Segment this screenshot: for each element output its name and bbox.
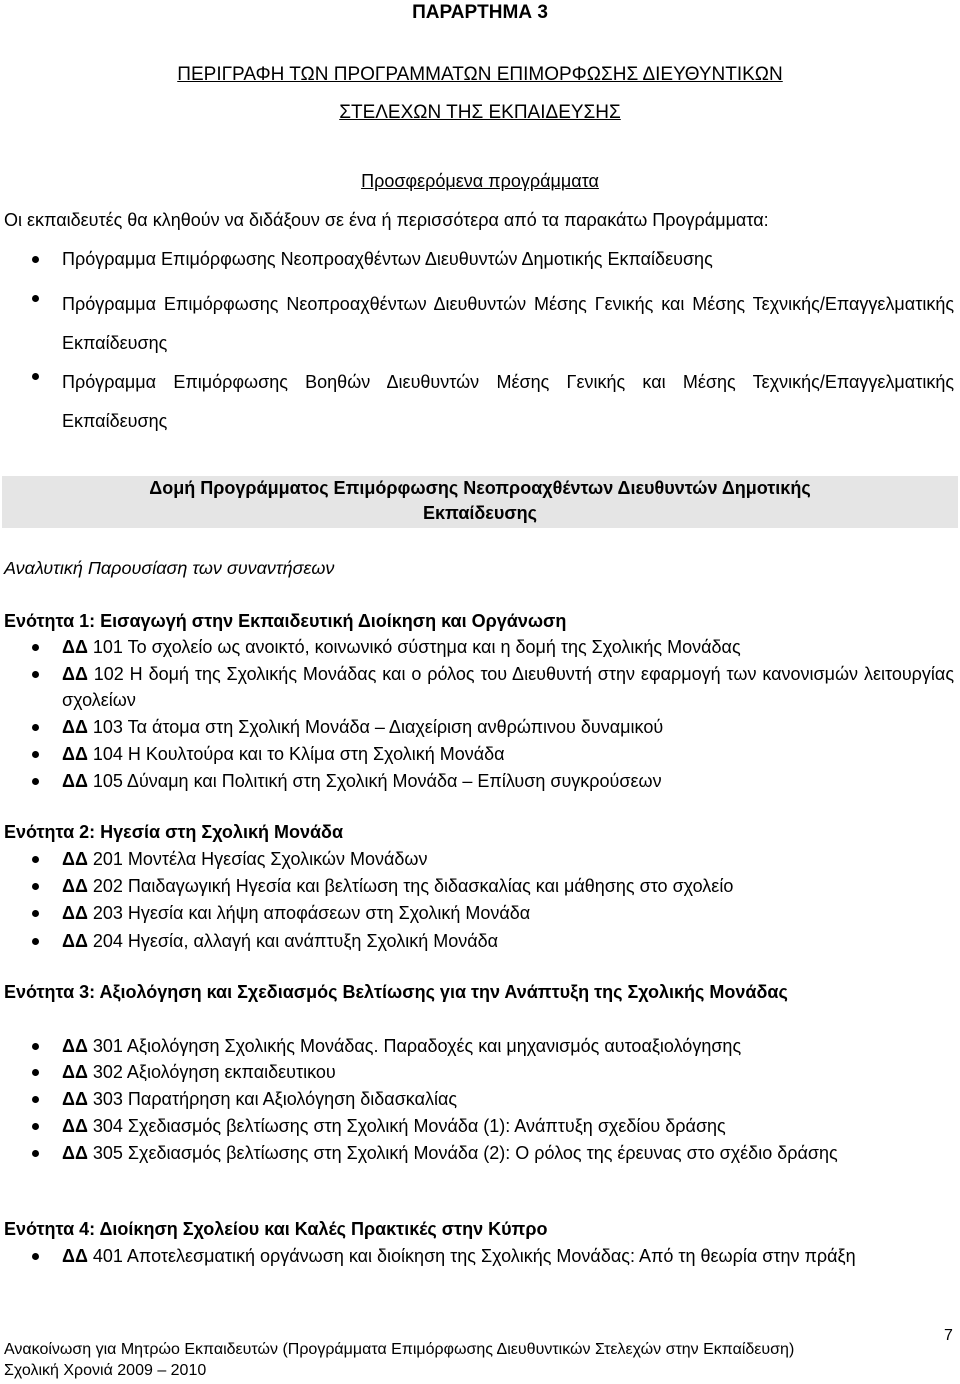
structure-heading-box xyxy=(2,476,958,528)
session-code: ΔΔ xyxy=(62,1116,88,1136)
session-text: 201 Μοντέλα Ηγεσίας Σχολικών Μονάδων xyxy=(87,849,428,869)
session-item xyxy=(62,1033,954,1059)
session-item xyxy=(62,634,954,660)
session-code: ΔΔ xyxy=(62,1036,88,1056)
session-text: 305 Σχεδιασμός βελτίωσης στη Σχολική Μονάδα (2): Ο ρόλος της έρευνας στο σχέδιο δράσης xyxy=(87,1143,838,1163)
session-code: ΔΔ xyxy=(62,1143,88,1163)
session-item xyxy=(62,768,954,794)
unit-title: Ενότητα 3: Αξιολόγηση και Σχεδιασμός Βελτίωσης για την Ανάπτυξη της Σχολικής Μονάδας xyxy=(4,982,788,1002)
structure-heading-line1: Δομή Προγράμματος Επιμόρφωσης Νεοπροαχθέντων Διευθυντών Δημοτικής xyxy=(149,478,811,498)
session-code: ΔΔ xyxy=(62,931,88,951)
session-text: 101 Το σχολείο ως ανοικτό, κοινωνικό σύστημα και η δομή της Σχολικής Μονάδας xyxy=(87,637,741,657)
annex-title: ΠΑΡΑΡΤΗΜΑ 3 xyxy=(412,2,548,23)
session-code: ΔΔ xyxy=(62,717,88,737)
session-item xyxy=(62,928,954,954)
session-item xyxy=(62,1140,954,1166)
document-heading-line2: ΣΤΕΛΕΧΩΝ ΤΗΣ ΕΚΠΑΙΔΕΥΣΗΣ xyxy=(339,102,621,123)
session-item xyxy=(62,661,954,713)
session-text: 102 Η δομή της Σχολικής Μονάδας και ο ρόλος του Διευθυντή στην εφαρμογή των κανονισμών λειτουργίας σχολείων xyxy=(62,664,954,710)
unit-title: Ενότητα 4: Διοίκηση Σχολείου και Καλές Πρακτικές στην Κύπρο xyxy=(4,1219,548,1239)
session-item xyxy=(62,846,954,872)
session-text: 203 Ηγεσία και λήψη αποφάσεων στη Σχολική Μονάδα xyxy=(87,903,531,923)
program-item: Πρόγραμμα Επιμόρφωσης Νεοπροαχθέντων Διευθυντών Δημοτικής Εκπαίδευσης xyxy=(62,246,954,272)
intro-paragraph: Οι εκπαιδευτές θα κληθούν να διδάξουν σε ένα ή περισσότερα από τα παρακάτω Προγράμματα: xyxy=(4,210,769,230)
session-text: 202 Παιδαγωγική Ηγεσία και βελτίωση της διδασκαλίας και μάθησης στο σχολείο xyxy=(87,876,734,896)
session-text: 302 Αξιολόγηση εκπαιδευτικου xyxy=(87,1062,336,1082)
analytic-heading: Αναλυτική Παρουσίαση των συναντήσεων xyxy=(4,558,335,578)
session-code: ΔΔ xyxy=(62,1089,88,1109)
session-code: ΔΔ xyxy=(62,876,88,896)
session-item xyxy=(62,900,954,926)
session-item xyxy=(62,1113,954,1139)
session-code: ΔΔ xyxy=(62,664,88,684)
session-item xyxy=(62,714,954,740)
unit-title: Ενότητα 2: Ηγεσία στη Σχολική Μονάδα xyxy=(4,822,344,842)
session-text: 304 Σχεδιασμός βελτίωσης στη Σχολική Μονάδα (1): Ανάπτυξη σχεδίου δράσης xyxy=(87,1116,726,1136)
program-item: Πρόγραμμα Επιμόρφωσης Βοηθών Διευθυντών Μέσης Γενικής και Μέσης Τεχνικής/Επαγγελματικής Εκπαίδευσης xyxy=(62,363,954,441)
session-code: ΔΔ xyxy=(62,744,88,764)
session-text: 104 Η Κουλτούρα και το Κλίμα στη Σχολική Μονάδα xyxy=(87,744,505,764)
session-code: ΔΔ xyxy=(62,637,88,657)
structure-heading-line2: Εκπαίδευσης xyxy=(423,503,537,523)
program-item: Πρόγραμμα Επιμόρφωσης Νεοπροαχθέντων Διευθυντών Μέσης Γενικής και Μέσης Τεχνικής/Επαγγελματικής Εκπαίδευσης xyxy=(62,285,954,363)
session-text: 204 Ηγεσία, αλλαγή και ανάπτυξη Σχολική Μονάδα xyxy=(87,931,499,951)
session-code: ΔΔ xyxy=(62,1062,88,1082)
session-text: 105 Δύναμη και Πολιτική στη Σχολική Μονάδα – Επίλυση συγκρούσεων xyxy=(87,771,662,791)
offered-programs-heading: Προσφερόμενα προγράμματα xyxy=(361,171,599,191)
session-code: ΔΔ xyxy=(62,771,88,791)
session-text: 303 Παρατήρηση και Αξιολόγηση διδασκαλίας xyxy=(87,1089,458,1109)
document-heading-line1: ΠΕΡΙΓΡΑΦΗ ΤΩΝ ΠΡΟΓΡΑΜΜΑΤΩΝ ΕΠΙΜΟΡΦΩΣΗΣ ΔΙΕΥΘΥΝΤΙΚΩΝ xyxy=(177,64,783,85)
footer-line2: Σχολική Χρονιά 2009 – 2010 xyxy=(4,1362,207,1379)
session-item xyxy=(62,873,954,899)
session-item xyxy=(62,1086,954,1112)
footer-line1: Ανακοίνωση για Μητρώο Εκπαιδευτών (Προγράμματα Επιμόρφωσης Διευθυντικών Στελεχών στην Εκπαίδευση) xyxy=(4,1341,795,1358)
session-text: 301 Αξιολόγηση Σχολικής Μονάδας. Παραδοχές και μηχανισμός αυτοαξιολόγησης xyxy=(87,1036,742,1056)
unit-title: Ενότητα 1: Εισαγωγή στην Εκπαιδευτική Διοίκηση και Οργάνωση xyxy=(4,611,567,631)
session-item xyxy=(62,1243,954,1269)
session-text: 103 Τα άτομα στη Σχολική Μονάδα – Διαχείριση ανθρώπινου δυναμικού xyxy=(87,717,664,737)
session-code: ΔΔ xyxy=(62,903,88,923)
session-item xyxy=(62,741,954,767)
session-code: ΔΔ xyxy=(62,1246,88,1266)
session-item xyxy=(62,1059,954,1085)
session-code: ΔΔ xyxy=(62,849,88,869)
page-number: 7 xyxy=(944,1327,953,1344)
session-text: 401 Αποτελεσματική οργάνωση και διοίκηση της Σχολικής Μονάδας: Από τη θεωρία στην πράξη xyxy=(87,1246,856,1266)
